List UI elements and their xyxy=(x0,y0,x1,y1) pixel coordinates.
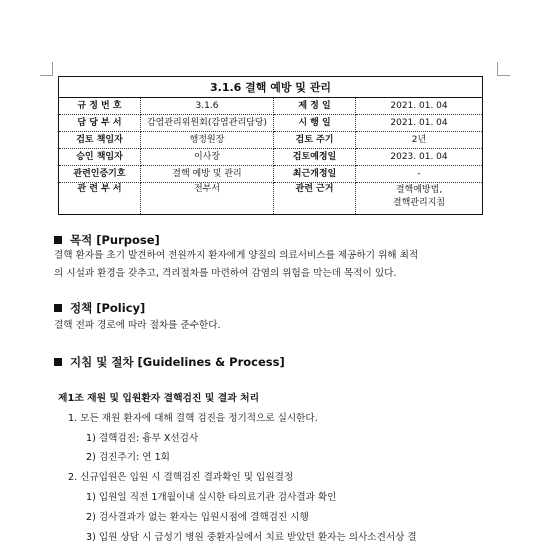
legal-basis-line-1: 결핵예방법, xyxy=(395,185,443,195)
department-value: 감염관리위원회(감염관리담당) xyxy=(141,115,274,132)
review-cycle-label: 검토 주기 xyxy=(274,132,356,149)
last-revision-label: 최근개정일 xyxy=(274,166,356,183)
purpose-heading-text: 목적 [Purpose] xyxy=(70,233,160,247)
enactment-date-label: 제 정 일 xyxy=(274,98,356,115)
guidelines-heading-text: 지침 및 절차 [Guidelines & Process] xyxy=(70,355,285,369)
guidelines-heading xyxy=(54,354,285,370)
document-title: 3.1.6 결핵 예방 및 관리 xyxy=(59,77,483,98)
guideline-subitem: 2) 검진주기: 연 1회 xyxy=(86,452,170,463)
crop-mark-top-left-v xyxy=(52,62,53,76)
guideline-subitem: 1) 결핵검진: 흉부 X선검사 xyxy=(86,433,199,444)
guideline-item: 1. 모든 재원 환자에 대해 결핵 검진을 정기적으로 실시한다. xyxy=(68,413,318,424)
enactment-date-value: 2021. 01. 04 xyxy=(356,98,483,115)
policy-text xyxy=(54,317,490,335)
guideline-item: 2. 신규입원은 입원 시 결핵검진 결과확인 및 입원결정 xyxy=(68,472,294,483)
regulation-number-value: 3.1.6 xyxy=(141,98,274,115)
review-cycle-value: 2년 xyxy=(356,132,483,149)
certification-code-value: 결핵 예방 및 관리 xyxy=(141,166,274,183)
policy-line: 결핵 전파 경로에 따라 절차를 준수한다. xyxy=(54,320,221,331)
certification-code-label: 관련인증기호 xyxy=(59,166,141,183)
crop-mark-top-right-h xyxy=(497,75,510,76)
article-1-title: 제1조 재원 및 입원환자 결핵검진 및 결과 처리 xyxy=(58,393,260,404)
purpose-line: 결핵 환자를 초기 발견하여 전원까지 환자에게 양질의 의료서비스를 제공하기 위해 최적 xyxy=(54,250,419,261)
bullet-square-icon xyxy=(54,358,62,366)
guideline-subitem: 2) 검사결과가 없는 환자는 입원시점에 결핵검진 시행 xyxy=(86,512,309,523)
related-department-value: 전부서 xyxy=(141,183,274,215)
effective-date-value: 2021. 01. 04 xyxy=(356,115,483,132)
purpose-line: 의 시설과 환경을 갖추고, 격리절차를 마련하여 감염의 위험을 막는데 목적이 있다. xyxy=(54,268,397,279)
department-label: 담 당 부 서 xyxy=(59,115,141,132)
effective-date-label: 시 행 일 xyxy=(274,115,356,132)
guideline-subitem: 3) 입원 상담 시 급성기 병원 중환자실에서 치료 받았던 환자는 의사소견서상 결 xyxy=(86,532,417,543)
approver-label: 승인 책임자 xyxy=(59,149,141,166)
crop-mark-top-left-h xyxy=(40,75,53,76)
scheduled-review-value: 2023. 01. 04 xyxy=(356,149,483,166)
bullet-square-icon xyxy=(54,236,62,244)
review-owner-label: 검토 책임자 xyxy=(59,132,141,149)
scheduled-review-label: 검토예정일 xyxy=(274,149,356,166)
last-revision-value: - xyxy=(356,166,483,183)
regulation-number-label: 규 정 번 호 xyxy=(59,98,141,115)
policy-heading xyxy=(54,300,145,316)
purpose-text xyxy=(54,247,490,283)
review-owner-value: 행정원장 xyxy=(141,132,274,149)
legal-basis-value xyxy=(356,183,483,215)
bullet-square-icon xyxy=(54,304,62,312)
crop-mark-top-right-v xyxy=(497,62,498,76)
purpose-heading xyxy=(54,232,160,248)
related-department-label: 관 련 부 서 xyxy=(59,183,141,215)
guideline-subitem: 1) 입원일 직전 1개월이내 실시한 타의료기관 검사결과 확인 xyxy=(86,492,337,503)
legal-basis-line-2: 결핵관리지침 xyxy=(392,198,446,208)
policy-heading-text: 정책 [Policy] xyxy=(70,301,146,315)
document-info-table xyxy=(58,76,483,215)
approver-value: 이사장 xyxy=(141,149,274,166)
legal-basis-label: 관련 근거 xyxy=(274,183,356,215)
